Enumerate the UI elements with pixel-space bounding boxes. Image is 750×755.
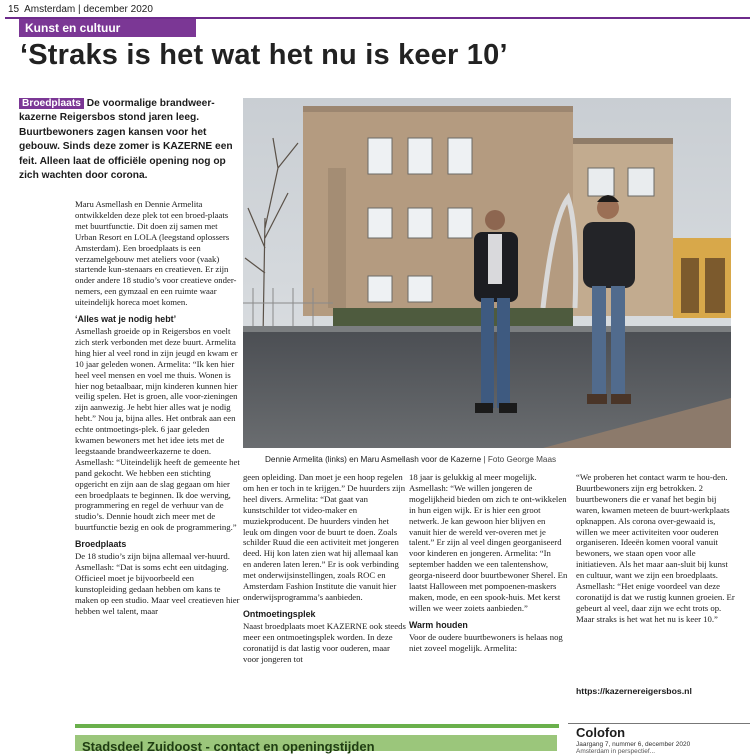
photo-caption [265,455,556,464]
lead-text: De voormalige brandweer-kazerne Reigersbos stond jaren leeg. Buurtbewoners zagen kansen voor het gebouw. Sinds deze zomer is KAZERNE een feit. Alleen laat de officiële opening nog op zich wachten door corona. [19,98,233,182]
colofon-divider [568,723,750,724]
footer-divider [75,724,559,728]
paragraph: Maru Asmellash en Dennie Armelita ontwikkelden deze plek tot een broed-plaats met buurtfunctie. Dit doen zij samen met Urban Resort en LOLA (leegstand oplossers Amsterdam). Een broedplaats is een verzamelgebouw met ateliers voor (vaak) startende kun-stenaars en creatieven. Er zijn onder andere 18 studio’s voor creatieve onder-nemers, een gymzaal en een ruimte waar uiteindelijk horeca moet komen. [75,199,237,308]
colofon-text: Jaargang 7, nummer 6, december 2020 [576,741,691,748]
article-column-4 [576,472,736,625]
caption-credit: | Foto George Maas [483,455,557,464]
location: Amsterdam [24,4,76,15]
subheading: Ontmoetingsplek [243,608,316,619]
paragraph: “We proberen het contact warm te hou-den. Buurtbewoners zijn erg betrokken. 2 buurtbewoners die er vanaf het begin bij waren, kwamen meteen de buurt-werkplaats opknappen. Als corona over-gewaaid is, willen we meer activiteiten voor ouderen organiseren. Ideeën komen vooral vanuit bewoners, we staan open voor alle initiatieven. Als het maar aan-sluit bij kunst en cultuur, want we zijn een broedplaats. Asmellash: “Het enige voordeel van deze coronatijd is dat we rustig kunnen groeien. Er gebeurt al veel, daar zijn we echt trots op. Maar straks is het wat het nu is keer 10.” [576,472,735,624]
lead-tag: Broedplaats [19,98,84,109]
section-label: Kunst en cultuur [19,19,196,37]
subheading: Warm houden [409,619,468,630]
lead-paragraph [19,97,241,183]
page-info: 15 Amsterdam | december 2020 [8,4,153,15]
colofon-title: Colofon [576,725,626,740]
footer-title: Stadsdeel Zuidoost - contact en openingstijden [82,739,375,754]
issue-date: december 2020 [83,4,153,15]
headline: ‘Straks is het wat het nu is keer 10’ [20,39,508,71]
paragraph: De 18 studio’s zijn bijna allemaal ver-huurd. Asmellash: “Dat is soms echt een uitdaging. Officieel moet je bijvoorbeeld een kunstopleiding gedaan hebben om kans te maken op een studio. Maar veel creatieven hier hebben wel talent, maar [75,551,240,616]
subheading: ‘Alles wat je nodig hebt’ [75,314,177,325]
caption-text: Dennie Armelita (links) en Maru Asmellash voor de Kazerne [265,455,482,464]
article-column-1 [75,199,240,617]
paragraph: geen opleiding. Dan moet je een hoop regelen om hen er toch in te krijgen.” De huurders zijn heel divers. Armelita: “Dat gaat van kunstschilder tot video-maker en muziekproducent. De huurders vinden het leuk om dingen voor de buurt te doen. Zoals schilder Ruud die een activiteit met jongeren deed. Hij kon laten zien wat hij allemaal kan en anderen laten leren.” Er is ook verbinding met onderwijsinstellingen, zoals ROC en Amsterdam Fashion Institute die vanuit hier onderwijsprogramma’s aanbieden. [243,472,406,602]
article-column-2 [243,472,406,664]
article-column-3 [409,472,569,654]
subheading: Broedplaats [75,539,127,550]
colofon-text-2: Amsterdam in perspectief... [576,748,656,755]
article-photo [243,98,731,448]
paragraph: 18 jaar is gelukkig al meer mogelijk. Asmellash: “We willen jongeren de mogelijkheid bieden om zich te ont-wikkelen in hun eigen wijk. Er is hier een groot netwerk. Je kan gewoon hier blijven en vanuit hier de wereld ver-overen met je talent.” Er zijn al veel dingen georganiseerd voor kinderen en jongeren. Armelita: “In september hadden we een talentenshow, georga-niseerd door buurtbewoner Sherel. En laatst Halloween met pompoenen-maskers maken, mode, en een spook-huis. Met kerst willen we weer zoiets aanbieden.” [409,472,568,613]
page-number: 15 [8,4,20,15]
paragraph: Naast broedplaats moet KAZERNE ook steeds meer een ontmoetingsplek worden. In deze coronatijd is dat lastig voor ouderen, maar voor jongeren tot [243,620,406,664]
website-link[interactable]: https://kazernereigersbos.nl [576,686,692,696]
paragraph: Voor de oudere buurtbewoners is helaas nog niet zoveel mogelijk. Armelita: [409,631,563,653]
paragraph: Asmellash groeide op in Reigersbos en voelt zich sterk verbonden met deze buurt. Armelita hing hier al veel rond in zijn jeugd en kwam er 10 jaar geleden wonen. Armelita: “Ik ken hier heel veel mensen en voel me thuis. Wonen is hier nog betaalbaar, mijn kinderen kunnen hier veilig spelen. Het is groen, alle voor-zieningen zijn aanwezig. Je hebt hier alles wat je nodig hebt.” Nou ja, bijna alles. Het ontbrak aan een echte ontmoetings-plek. 6 jaar geleden kwamen bewoners met het idee iets met de leegstaande brandweerkazerne te doen. Asmellash: “Uiteindelijk heeft de gemeente het pand gekocht. We hebben een stichting opgericht en zijn aan de slag gegaan om hier een broedplaats te beginnen. Ik doe werving, programmering en regel de verhuur van de studio’s. Dennie houdt zich meer met de buurtfunctie bezig en ook de programmering.” [75,325,240,533]
